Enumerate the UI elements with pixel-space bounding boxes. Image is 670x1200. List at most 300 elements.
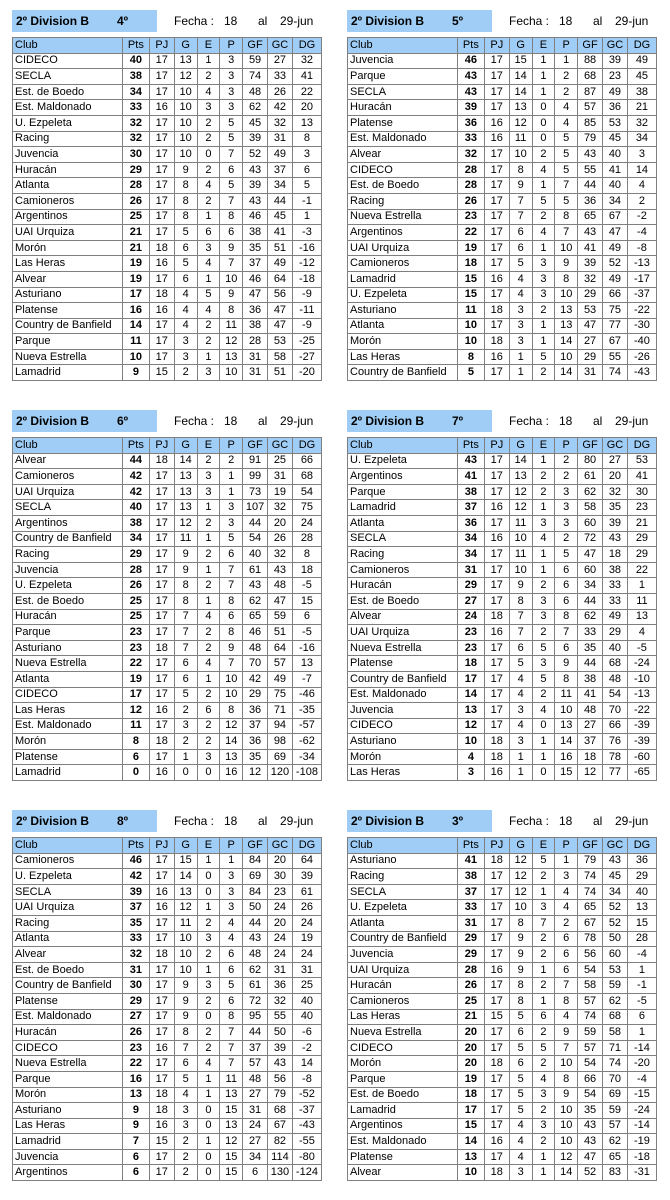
points-cell: 28: [122, 178, 149, 194]
stat-cell: 25: [292, 978, 321, 994]
stat-cell: 30: [627, 484, 656, 500]
column-header-row: [348, 838, 657, 854]
stat-cell: 16: [484, 271, 509, 287]
table-row: [348, 1165, 657, 1181]
stat-cell: 17: [484, 640, 509, 656]
stat-cell: 43: [243, 931, 268, 947]
points-cell: 17: [122, 287, 149, 303]
stat-cell: -16: [292, 640, 321, 656]
stat-cell: 7: [174, 609, 197, 625]
stat-cell: 57: [268, 656, 293, 672]
stat-cell: 13: [220, 349, 243, 365]
table-row: [348, 1134, 657, 1150]
points-cell: 25: [122, 593, 149, 609]
stat-cell: 24: [268, 900, 293, 916]
table-row: [13, 1056, 322, 1072]
stat-cell: -30: [627, 318, 656, 334]
points-cell: 9: [122, 1118, 149, 1134]
stat-cell: 17: [484, 915, 509, 931]
stat-cell: 4: [174, 287, 197, 303]
club-name: Morón: [348, 1056, 458, 1072]
stat-cell: 3: [509, 734, 532, 750]
stat-cell: 6: [292, 162, 321, 178]
stat-cell: 0: [174, 765, 197, 781]
stat-cell: 10: [509, 562, 532, 578]
stat-cell: 28: [292, 531, 321, 547]
table-row: [13, 84, 322, 100]
stat-cell: 31: [243, 1103, 268, 1119]
stat-cell: 2: [532, 484, 555, 500]
stat-cell: 9: [174, 993, 197, 1009]
table-row: [348, 656, 657, 672]
stat-cell: 17: [484, 671, 509, 687]
stat-cell: 7: [220, 1025, 243, 1041]
table-row: [13, 484, 322, 500]
club-name: CIDECO: [13, 687, 123, 703]
club-name: Lamadrid: [13, 365, 123, 381]
stat-cell: 18: [484, 303, 509, 319]
stat-cell: 34: [268, 178, 293, 194]
table-row: [348, 69, 657, 85]
points-cell: 25: [122, 609, 149, 625]
stat-cell: 1: [555, 53, 578, 69]
stat-cell: 3: [555, 484, 578, 500]
club-name: SECLA: [348, 531, 458, 547]
stat-cell: 15: [220, 1103, 243, 1119]
stat-cell: 2: [197, 687, 220, 703]
stat-cell: 41: [268, 225, 293, 241]
club-name: Huracán: [348, 578, 458, 594]
stat-cell: 4: [555, 100, 578, 116]
stat-cell: 57: [578, 1040, 603, 1056]
stat-cell: 54: [603, 687, 628, 703]
club-name: Argentinos: [13, 209, 123, 225]
stat-cell: 11: [220, 1071, 243, 1087]
column-header: Pts: [457, 438, 484, 454]
stat-cell: 2: [532, 947, 555, 963]
stat-cell: 9: [509, 178, 532, 194]
stat-cell: 16: [484, 131, 509, 147]
table-row: [13, 703, 322, 719]
table-row: [13, 625, 322, 641]
club-name: Lamadrid: [348, 500, 458, 516]
stat-cell: 17: [484, 931, 509, 947]
club-name: Platense: [13, 303, 123, 319]
club-name: Platense: [348, 115, 458, 131]
stat-cell: 56: [268, 1071, 293, 1087]
points-cell: 19: [457, 1071, 484, 1087]
column-header: G: [509, 838, 532, 854]
club-name: Country de Banfield: [348, 931, 458, 947]
table-row: [13, 656, 322, 672]
stat-cell: 65: [578, 900, 603, 916]
stat-cell: 3: [174, 718, 197, 734]
stat-cell: -43: [292, 1118, 321, 1134]
table-row: [348, 131, 657, 147]
stat-cell: 8: [174, 1025, 197, 1041]
stat-cell: 10: [174, 115, 197, 131]
points-cell: 33: [122, 931, 149, 947]
stat-cell: 9: [509, 931, 532, 947]
stat-cell: 130: [268, 1165, 293, 1181]
stat-cell: 40: [603, 640, 628, 656]
stat-cell: 1: [220, 484, 243, 500]
stat-cell: 54: [578, 1087, 603, 1103]
stat-cell: 6: [509, 240, 532, 256]
stat-cell: -1: [627, 978, 656, 994]
stat-cell: 2: [555, 84, 578, 100]
stat-cell: 1: [197, 593, 220, 609]
stat-cell: 49: [268, 671, 293, 687]
stat-cell: 23: [627, 500, 656, 516]
points-cell: 20: [457, 1040, 484, 1056]
club-name: SECLA: [348, 84, 458, 100]
stat-cell: 5: [555, 162, 578, 178]
stat-cell: 66: [603, 718, 628, 734]
points-cell: 6: [122, 749, 149, 765]
column-header: GF: [243, 438, 268, 454]
points-cell: 37: [122, 900, 149, 916]
stat-cell: 1: [555, 853, 578, 869]
stat-cell: 12: [220, 334, 243, 350]
stat-cell: 3: [509, 303, 532, 319]
stat-cell: 17: [149, 225, 174, 241]
club-name: UAI Urquiza: [348, 625, 458, 641]
points-cell: 8: [122, 734, 149, 750]
stat-cell: -3: [292, 225, 321, 241]
club-name: Las Heras: [13, 256, 123, 272]
stat-cell: 17: [149, 84, 174, 100]
stat-cell: 5: [220, 978, 243, 994]
stat-cell: 18: [149, 734, 174, 750]
points-cell: 19: [457, 240, 484, 256]
stat-cell: 23: [603, 69, 628, 85]
stat-cell: -1: [292, 193, 321, 209]
table-header: [12, 810, 322, 832]
stat-cell: 18: [484, 853, 509, 869]
fecha-label: Fecha :: [509, 414, 550, 428]
points-cell: 17: [122, 687, 149, 703]
stat-cell: 7: [555, 1040, 578, 1056]
stat-cell: 2: [197, 947, 220, 963]
stat-cell: 46: [243, 209, 268, 225]
stat-cell: -9: [292, 287, 321, 303]
stat-cell: 43: [578, 225, 603, 241]
points-cell: 8: [457, 349, 484, 365]
stat-cell: 20: [292, 100, 321, 116]
points-cell: 22: [122, 656, 149, 672]
column-header: DG: [627, 38, 656, 54]
table-row: [13, 531, 322, 547]
stat-cell: 49: [603, 609, 628, 625]
points-cell: 9: [122, 1103, 149, 1119]
stat-cell: 27: [243, 1134, 268, 1150]
stat-cell: 45: [268, 209, 293, 225]
column-header: GF: [578, 38, 603, 54]
club-name: Lamadrid: [13, 1134, 123, 1150]
stat-cell: 1: [197, 1087, 220, 1103]
stat-cell: 9: [555, 656, 578, 672]
stat-cell: 4: [220, 915, 243, 931]
stat-cell: 2: [555, 469, 578, 485]
table-row: [13, 469, 322, 485]
points-cell: 42: [122, 484, 149, 500]
stat-cell: 12: [220, 1134, 243, 1150]
club-name: Asturiano: [13, 1103, 123, 1119]
stat-cell: 7: [174, 625, 197, 641]
stat-cell: 32: [268, 500, 293, 516]
stat-cell: 40: [627, 884, 656, 900]
stat-cell: 38: [627, 84, 656, 100]
stat-cell: 17: [484, 993, 509, 1009]
table-row: [13, 147, 322, 163]
stat-cell: 70: [243, 656, 268, 672]
stat-cell: -14: [627, 1040, 656, 1056]
club-name: U. Ezpeleta: [348, 287, 458, 303]
points-cell: 23: [122, 640, 149, 656]
stat-cell: 2: [197, 640, 220, 656]
stat-cell: 1: [532, 547, 555, 563]
stat-cell: 1: [532, 1165, 555, 1181]
stat-cell: 8: [220, 625, 243, 641]
stat-cell: 65: [578, 209, 603, 225]
stat-cell: 13: [220, 1087, 243, 1103]
points-cell: 19: [122, 671, 149, 687]
stat-cell: 15: [149, 365, 174, 381]
stat-cell: 4: [555, 115, 578, 131]
table-row: [348, 915, 657, 931]
stat-cell: 16: [149, 1118, 174, 1134]
stat-cell: 4: [197, 256, 220, 272]
club-name: Argentinos: [13, 1165, 123, 1181]
stat-cell: 1: [532, 884, 555, 900]
stat-cell: 18: [149, 1103, 174, 1119]
stat-cell: 5: [532, 853, 555, 869]
stat-cell: 39: [603, 515, 628, 531]
stat-cell: 0: [197, 1009, 220, 1025]
points-cell: 26: [122, 193, 149, 209]
stat-cell: 38: [243, 225, 268, 241]
table-row: [348, 1009, 657, 1025]
stat-cell: -25: [292, 334, 321, 350]
stat-cell: 0: [197, 1149, 220, 1165]
stat-cell: 18: [484, 609, 509, 625]
stat-cell: 4: [555, 900, 578, 916]
stat-cell: -4: [627, 947, 656, 963]
standings-block: [12, 10, 322, 381]
stat-cell: 7: [532, 915, 555, 931]
stat-cell: 8: [292, 547, 321, 563]
stat-cell: 7: [174, 640, 197, 656]
points-cell: 30: [122, 978, 149, 994]
stat-cell: 17: [149, 1071, 174, 1087]
stat-cell: 2: [197, 115, 220, 131]
stat-cell: 12: [578, 765, 603, 781]
stat-cell: 52: [243, 147, 268, 163]
stat-cell: 47: [578, 1149, 603, 1165]
stat-cell: 17: [149, 1165, 174, 1181]
fecha-value: 18: [224, 814, 238, 828]
club-name: Country de Banfield: [13, 531, 123, 547]
stat-cell: 1: [532, 734, 555, 750]
club-name: Juvencia: [13, 562, 123, 578]
points-cell: 42: [122, 469, 149, 485]
points-cell: 26: [457, 193, 484, 209]
stat-cell: 107: [243, 500, 268, 516]
stat-cell: 84: [243, 884, 268, 900]
stat-cell: -10: [627, 671, 656, 687]
club-name: Atlanta: [13, 178, 123, 194]
stat-cell: 15: [174, 853, 197, 869]
stat-cell: 12: [174, 69, 197, 85]
al-label: al: [593, 414, 603, 428]
points-cell: 41: [457, 469, 484, 485]
stat-cell: 7: [555, 225, 578, 241]
stat-cell: 16: [484, 962, 509, 978]
table-row: [13, 1009, 322, 1025]
stat-cell: 54: [292, 484, 321, 500]
points-cell: 16: [122, 1071, 149, 1087]
club-name: Nueva Estrella: [13, 656, 123, 672]
stat-cell: 3: [220, 869, 243, 885]
stat-cell: 3: [197, 484, 220, 500]
stat-cell: 23: [268, 884, 293, 900]
column-header: Club: [13, 838, 123, 854]
stat-cell: 61: [243, 562, 268, 578]
stat-cell: 17: [484, 1025, 509, 1041]
stat-cell: 16: [484, 765, 509, 781]
column-header: GC: [603, 838, 628, 854]
table-row: [13, 334, 322, 350]
stat-cell: 6: [555, 962, 578, 978]
stat-cell: 3: [220, 100, 243, 116]
stat-cell: -24: [627, 1103, 656, 1119]
table-row: [348, 178, 657, 194]
stat-cell: 49: [268, 147, 293, 163]
stat-cell: -14: [627, 1118, 656, 1134]
table-row: [348, 687, 657, 703]
column-header: PJ: [484, 438, 509, 454]
stat-cell: 75: [603, 303, 628, 319]
table-row: [348, 1056, 657, 1072]
stat-cell: -17: [627, 271, 656, 287]
stat-cell: 17: [484, 84, 509, 100]
points-cell: 34: [457, 547, 484, 563]
stat-cell: 2: [532, 578, 555, 594]
club-name: Argentinos: [348, 469, 458, 485]
stat-cell: 44: [243, 515, 268, 531]
stat-cell: -12: [292, 256, 321, 272]
table-row: [13, 1040, 322, 1056]
table-row: [13, 100, 322, 116]
stat-cell: 57: [243, 1056, 268, 1072]
stat-cell: 5: [509, 1040, 532, 1056]
table-row: [348, 640, 657, 656]
stat-cell: -5: [627, 640, 656, 656]
stat-cell: 79: [268, 1087, 293, 1103]
stat-cell: 31: [243, 365, 268, 381]
club-name: Parque: [13, 334, 123, 350]
stat-cell: 14: [220, 734, 243, 750]
division-name: 2º Division B: [16, 14, 90, 28]
stat-cell: 45: [243, 115, 268, 131]
stat-cell: 1: [532, 318, 555, 334]
date-value: 29-jun: [280, 814, 314, 828]
table-row: [348, 225, 657, 241]
stat-cell: 36: [627, 853, 656, 869]
table-row: [348, 1040, 657, 1056]
stat-cell: 7: [220, 656, 243, 672]
stat-cell: 2: [197, 578, 220, 594]
club-name: Atlanta: [348, 318, 458, 334]
stat-cell: 37: [243, 256, 268, 272]
stat-cell: 4: [197, 84, 220, 100]
stat-cell: 13: [555, 318, 578, 334]
stat-cell: -39: [627, 734, 656, 750]
club-name: Lamadrid: [13, 765, 123, 781]
stat-cell: 50: [603, 931, 628, 947]
stat-cell: 62: [243, 962, 268, 978]
stat-cell: 78: [603, 749, 628, 765]
table-row: [348, 547, 657, 563]
stat-cell: 2: [532, 1025, 555, 1041]
stat-cell: 17: [149, 625, 174, 641]
stat-cell: 36: [243, 703, 268, 719]
stat-cell: 54: [578, 1056, 603, 1072]
stat-cell: 16: [149, 900, 174, 916]
stat-cell: 17: [484, 1071, 509, 1087]
table-row: [348, 53, 657, 69]
stat-cell: 7: [509, 209, 532, 225]
stat-cell: 14: [174, 453, 197, 469]
club-name: SECLA: [348, 884, 458, 900]
stat-cell: 5: [220, 131, 243, 147]
points-cell: 20: [457, 1025, 484, 1041]
club-name: Country de Banfield: [348, 365, 458, 381]
stat-cell: 13: [174, 469, 197, 485]
stat-cell: 53: [603, 962, 628, 978]
stat-cell: 17: [484, 687, 509, 703]
points-cell: 17: [457, 1103, 484, 1119]
stat-cell: 48: [603, 671, 628, 687]
club-name: Huracán: [348, 978, 458, 994]
points-cell: 12: [122, 703, 149, 719]
stat-cell: 10: [174, 931, 197, 947]
stat-cell: 1: [197, 531, 220, 547]
points-cell: 6: [122, 1149, 149, 1165]
stat-cell: 17: [484, 656, 509, 672]
stat-cell: 10: [555, 287, 578, 303]
table-row: [13, 515, 322, 531]
date-value: 29-jun: [280, 414, 314, 428]
column-header: PJ: [484, 838, 509, 854]
stat-cell: -80: [292, 1149, 321, 1165]
table-row: [13, 931, 322, 947]
points-cell: 28: [457, 162, 484, 178]
stat-cell: 17: [484, 209, 509, 225]
stat-cell: 17: [149, 1056, 174, 1072]
stat-cell: 43: [603, 531, 628, 547]
stat-cell: 68: [603, 1009, 628, 1025]
club-name: Parque: [13, 625, 123, 641]
points-cell: 43: [457, 84, 484, 100]
stat-cell: 39: [243, 131, 268, 147]
club-name: Juvencia: [13, 147, 123, 163]
points-cell: 10: [457, 318, 484, 334]
division-name: 2º Division B: [351, 814, 425, 828]
points-cell: 28: [457, 178, 484, 194]
stat-cell: 4: [532, 162, 555, 178]
